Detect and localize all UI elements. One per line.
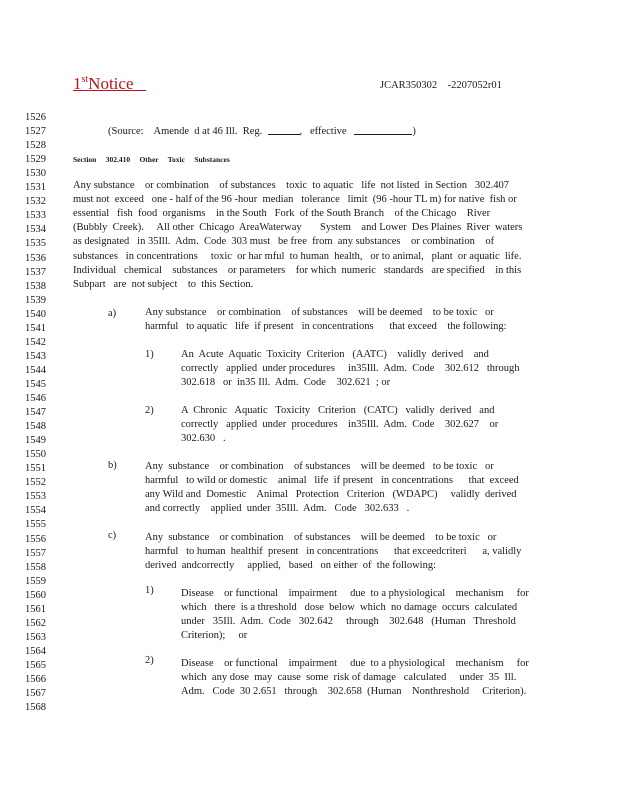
line-number: 1561 — [25, 603, 46, 615]
text-line: An Acute Aquatic Toxicity Criterion (AATC) validly derived and — [181, 348, 489, 360]
line-number: 1536 — [25, 252, 46, 264]
line-number: 1562 — [25, 617, 46, 629]
line-number: 1550 — [25, 449, 46, 461]
text-line: derived andcorrectly applied, based on either of the following: — [145, 559, 436, 571]
item-c-label: c) — [108, 530, 117, 541]
line-number: 1540 — [25, 308, 46, 320]
text-line: must not exceed one - half of the 96 -hour median tolerance limit (96 -hour TL m) for native fish or — [73, 194, 517, 206]
text-line: essential fish food organisms in the South Fork of the South Branch of the Chicago River — [73, 208, 491, 220]
item-a1-label: 1) — [145, 349, 154, 360]
line-number: 1549 — [25, 435, 46, 447]
line-number: 1556 — [25, 533, 46, 545]
blank-register-page — [268, 125, 300, 135]
line-number: 1532 — [25, 196, 46, 208]
source-note: (Source: Amende d at 46 Ill. Reg. , effective ) — [108, 126, 416, 137]
text-line: Adm. Code 30 2.651 through 302.658 (Human Nonthreshold Criterion). — [181, 686, 527, 698]
line-number: 1551 — [25, 463, 46, 475]
section-heading: Section 302.410 Other Toxic Substances — [73, 155, 230, 164]
line-number: 1560 — [25, 589, 46, 601]
line-number: 1533 — [25, 210, 46, 222]
notice-title: 1stNotice — [73, 74, 134, 93]
item-c1-label: 1) — [145, 585, 154, 596]
line-number: 1535 — [25, 238, 46, 250]
text-line: Criterion); or — [181, 629, 248, 641]
line-number: 1538 — [25, 280, 46, 292]
blank-effective-date — [354, 125, 412, 135]
text-line: Disease or functional impairment due to a physiological mechanism for — [181, 657, 529, 669]
text-line: as designated in 35Ill. Adm. Code 303 must be free from any substances or combination of — [73, 236, 495, 248]
line-number: 1543 — [25, 350, 46, 362]
line-number: 1527 — [25, 126, 46, 138]
text-line: harmful to human healthif present in concentrations that exceedcriteri a, validly — [145, 545, 522, 557]
line-number: 1565 — [25, 659, 46, 671]
line-number: 1547 — [25, 407, 46, 419]
line-number: 1567 — [25, 688, 46, 700]
line-number: 1546 — [25, 393, 46, 404]
line-number: 1557 — [25, 547, 46, 559]
line-number: 1528 — [25, 140, 46, 152]
line-number: 1526 — [25, 112, 46, 123]
text-line: harmful to aquatic life if present in concentrations that exceed the following: — [145, 320, 507, 332]
text-line: Any substance or combination of substances will be deemed to be toxic or — [145, 306, 494, 318]
line-number: 1568 — [25, 702, 46, 714]
text-line: Any substance or combination of substances will be deemed to be toxic or — [145, 531, 497, 543]
line-number: 1552 — [25, 477, 46, 489]
text-line: 302.618 or in35 Ill. Adm. Code 302.621 ; or — [181, 376, 391, 388]
text-line: A Chronic Aquatic Toxicity Criterion (CATC) validly derived and — [181, 405, 495, 417]
text-line: Disease or functional impairment due to a physiological mechanism for — [181, 587, 529, 599]
line-number: 1529 — [25, 154, 46, 166]
line-number: 1554 — [25, 505, 46, 517]
line-number: 1559 — [25, 575, 46, 587]
text-line: which there is a threshold dose below which no damage occurs calculated — [181, 601, 518, 613]
line-number: 1541 — [25, 322, 46, 334]
text-line: any Wild and Domestic Animal Protection Criterion (WDAPC) validly derived — [145, 489, 517, 501]
text-line: Individual chemical substances or parameters for which numeric standards are specified in this — [73, 264, 522, 276]
line-number: 1553 — [25, 491, 46, 503]
line-number: 1539 — [25, 294, 46, 306]
line-number: 1558 — [25, 561, 46, 573]
line-number: 1545 — [25, 378, 46, 390]
text-line: which any dose may cause some risk of damage calculated under 35 Ill. — [181, 672, 517, 683]
text-line: Subpart are not subject to this Section. — [73, 278, 254, 290]
line-number: 1534 — [25, 224, 46, 236]
line-number: 1548 — [25, 421, 46, 433]
line-number: 1555 — [25, 519, 46, 531]
text-line: (Bubbly Creek). All other Chicago AreaWaterway System and Lower Des Plaines River waters — [73, 222, 523, 234]
text-line: 302.630 . — [181, 433, 226, 445]
text-line: under 35Ill. Adm. Code 302.642 through 302.648 (Human Threshold — [181, 615, 516, 627]
text-line: and correctly applied under 35Ill. Adm. Code 302.633 . — [145, 503, 410, 515]
line-number: 1542 — [25, 336, 46, 348]
text-line: harmful to wild or domestic animal life if present in concentrations that exceed — [145, 475, 519, 487]
item-a-label: a) — [108, 308, 117, 319]
item-c2-label: 2) — [145, 655, 154, 666]
line-number: 1530 — [25, 168, 46, 180]
document-code: JCAR350302 -2207052r01 — [380, 80, 502, 91]
text-line: substances in concentrations toxic or har mful to human health, or to animal, plant or aquatic life. — [73, 250, 522, 262]
line-number: 1544 — [25, 364, 46, 376]
line-number: 1531 — [25, 182, 46, 194]
text-line: Any substance or combination of substances toxic to aquatic life not listed in Section 302.407 — [73, 180, 509, 192]
line-number: 1563 — [25, 631, 46, 643]
item-b-label: b) — [108, 460, 117, 471]
item-a2-label: 2) — [145, 405, 154, 416]
text-line: correctly applied under procedures in35Ill. Adm. Code 302.627 or — [181, 419, 499, 431]
line-number: 1564 — [25, 645, 46, 657]
text-line: correctly applied under procedures in35Ill. Adm. Code 302.612 through — [181, 362, 520, 374]
line-number: 1566 — [25, 674, 46, 685]
text-line: Any substance or combination of substances will be deemed to be toxic or — [145, 461, 494, 473]
line-number: 1537 — [25, 266, 46, 278]
